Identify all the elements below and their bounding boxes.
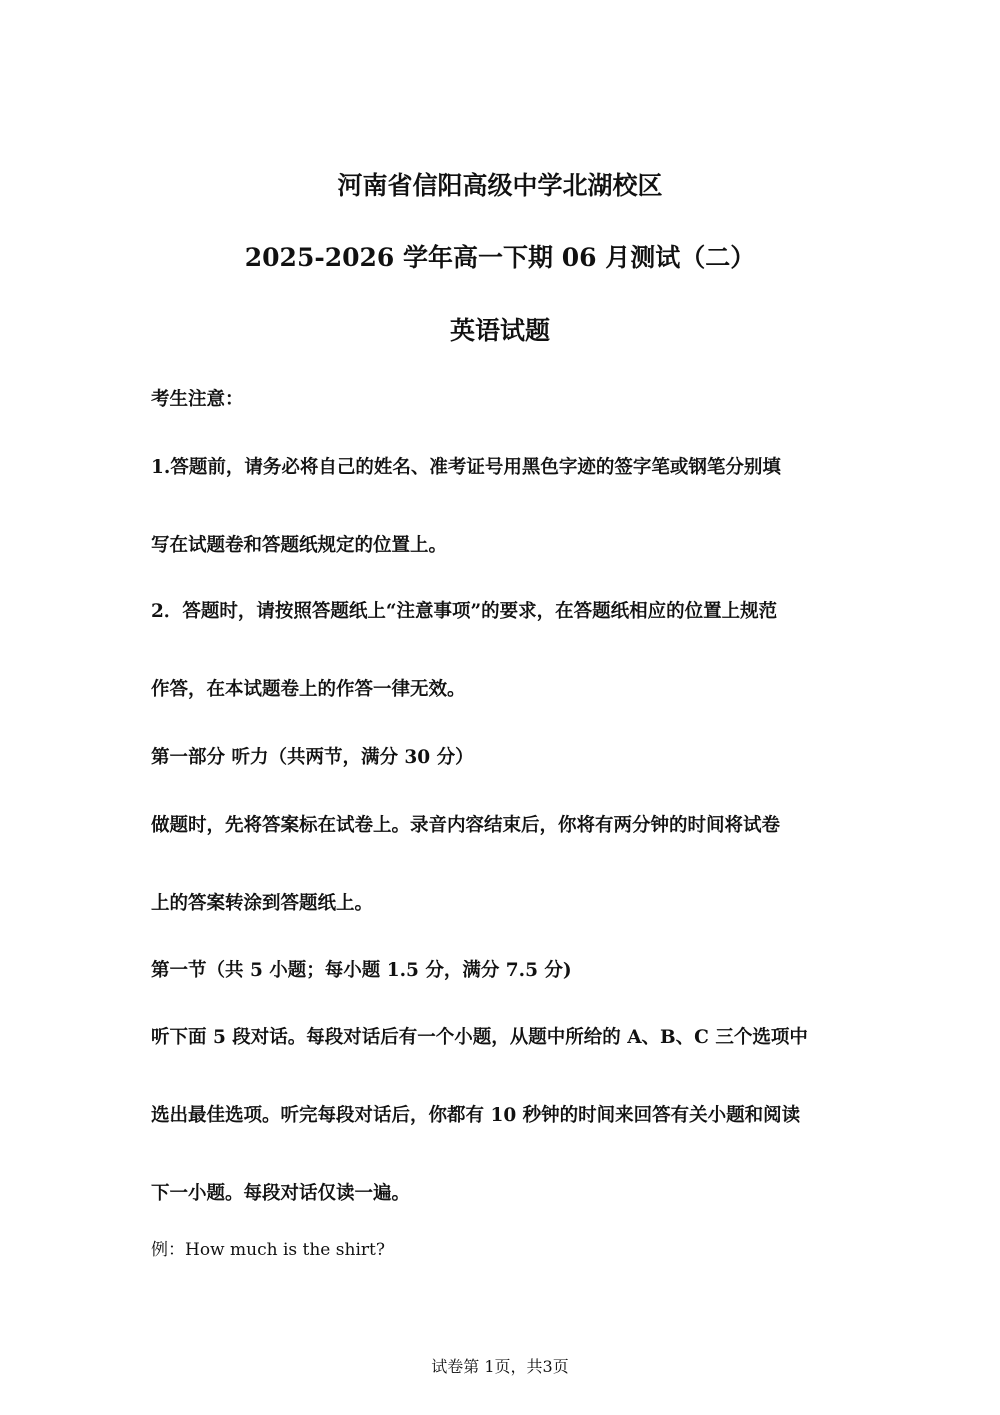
section1-instruction-line3: 下一小题。每段对话仅读一遍。 (151, 1183, 411, 1204)
school-title: 河南省信阳高级中学北湖校区 (337, 171, 663, 200)
notice-heading: 考生注意： (151, 389, 244, 410)
notice-item1-line2: 写在试题卷和答题纸规定的位置上。 (151, 535, 448, 556)
section1-heading: 第一节（共 5 小题；每小题 1.5 分，满分 7.5 分) (151, 960, 572, 981)
part1-instruction-line1: 做题时，先将答案标在试卷上。录音内容结束后，你将有两分钟的时间将试卷 (151, 815, 781, 836)
page-footer: 试卷第 1页，共3页 (431, 1357, 569, 1376)
section1-instruction-line1: 听下面 5 段对话。每段对话后有一个小题，从题中所给的 A、B、C 三个选项中 (151, 1027, 808, 1048)
notice-item2-line1: 2．答题时，请按照答题纸上“注意事项”的要求，在答题纸相应的位置上规范 (151, 601, 778, 622)
part1-instruction-line2: 上的答案转涂到答题纸上。 (151, 893, 374, 914)
notice-item2-line2: 作答，在本试题卷上的作答一律无效。 (151, 679, 466, 700)
exam-title: 2025-2026 学年高一下期 06 月测试（二） (244, 243, 756, 272)
part1-heading: 第一部分 听力（共两节，满分 30 分） (151, 747, 474, 768)
subject-title: 英语试题 (449, 316, 550, 345)
example-question: 例：How much is the shirt? (151, 1240, 385, 1260)
notice-item1-line1: 1.答题前，请务必将自己的姓名、准考证号用黑色字迹的签字笔或钢笔分别填 (151, 457, 781, 478)
section1-instruction-line2: 选出最佳选项。听完每段对话后，你都有 10 秒钟的时间来回答有关小题和阅读 (151, 1105, 801, 1126)
